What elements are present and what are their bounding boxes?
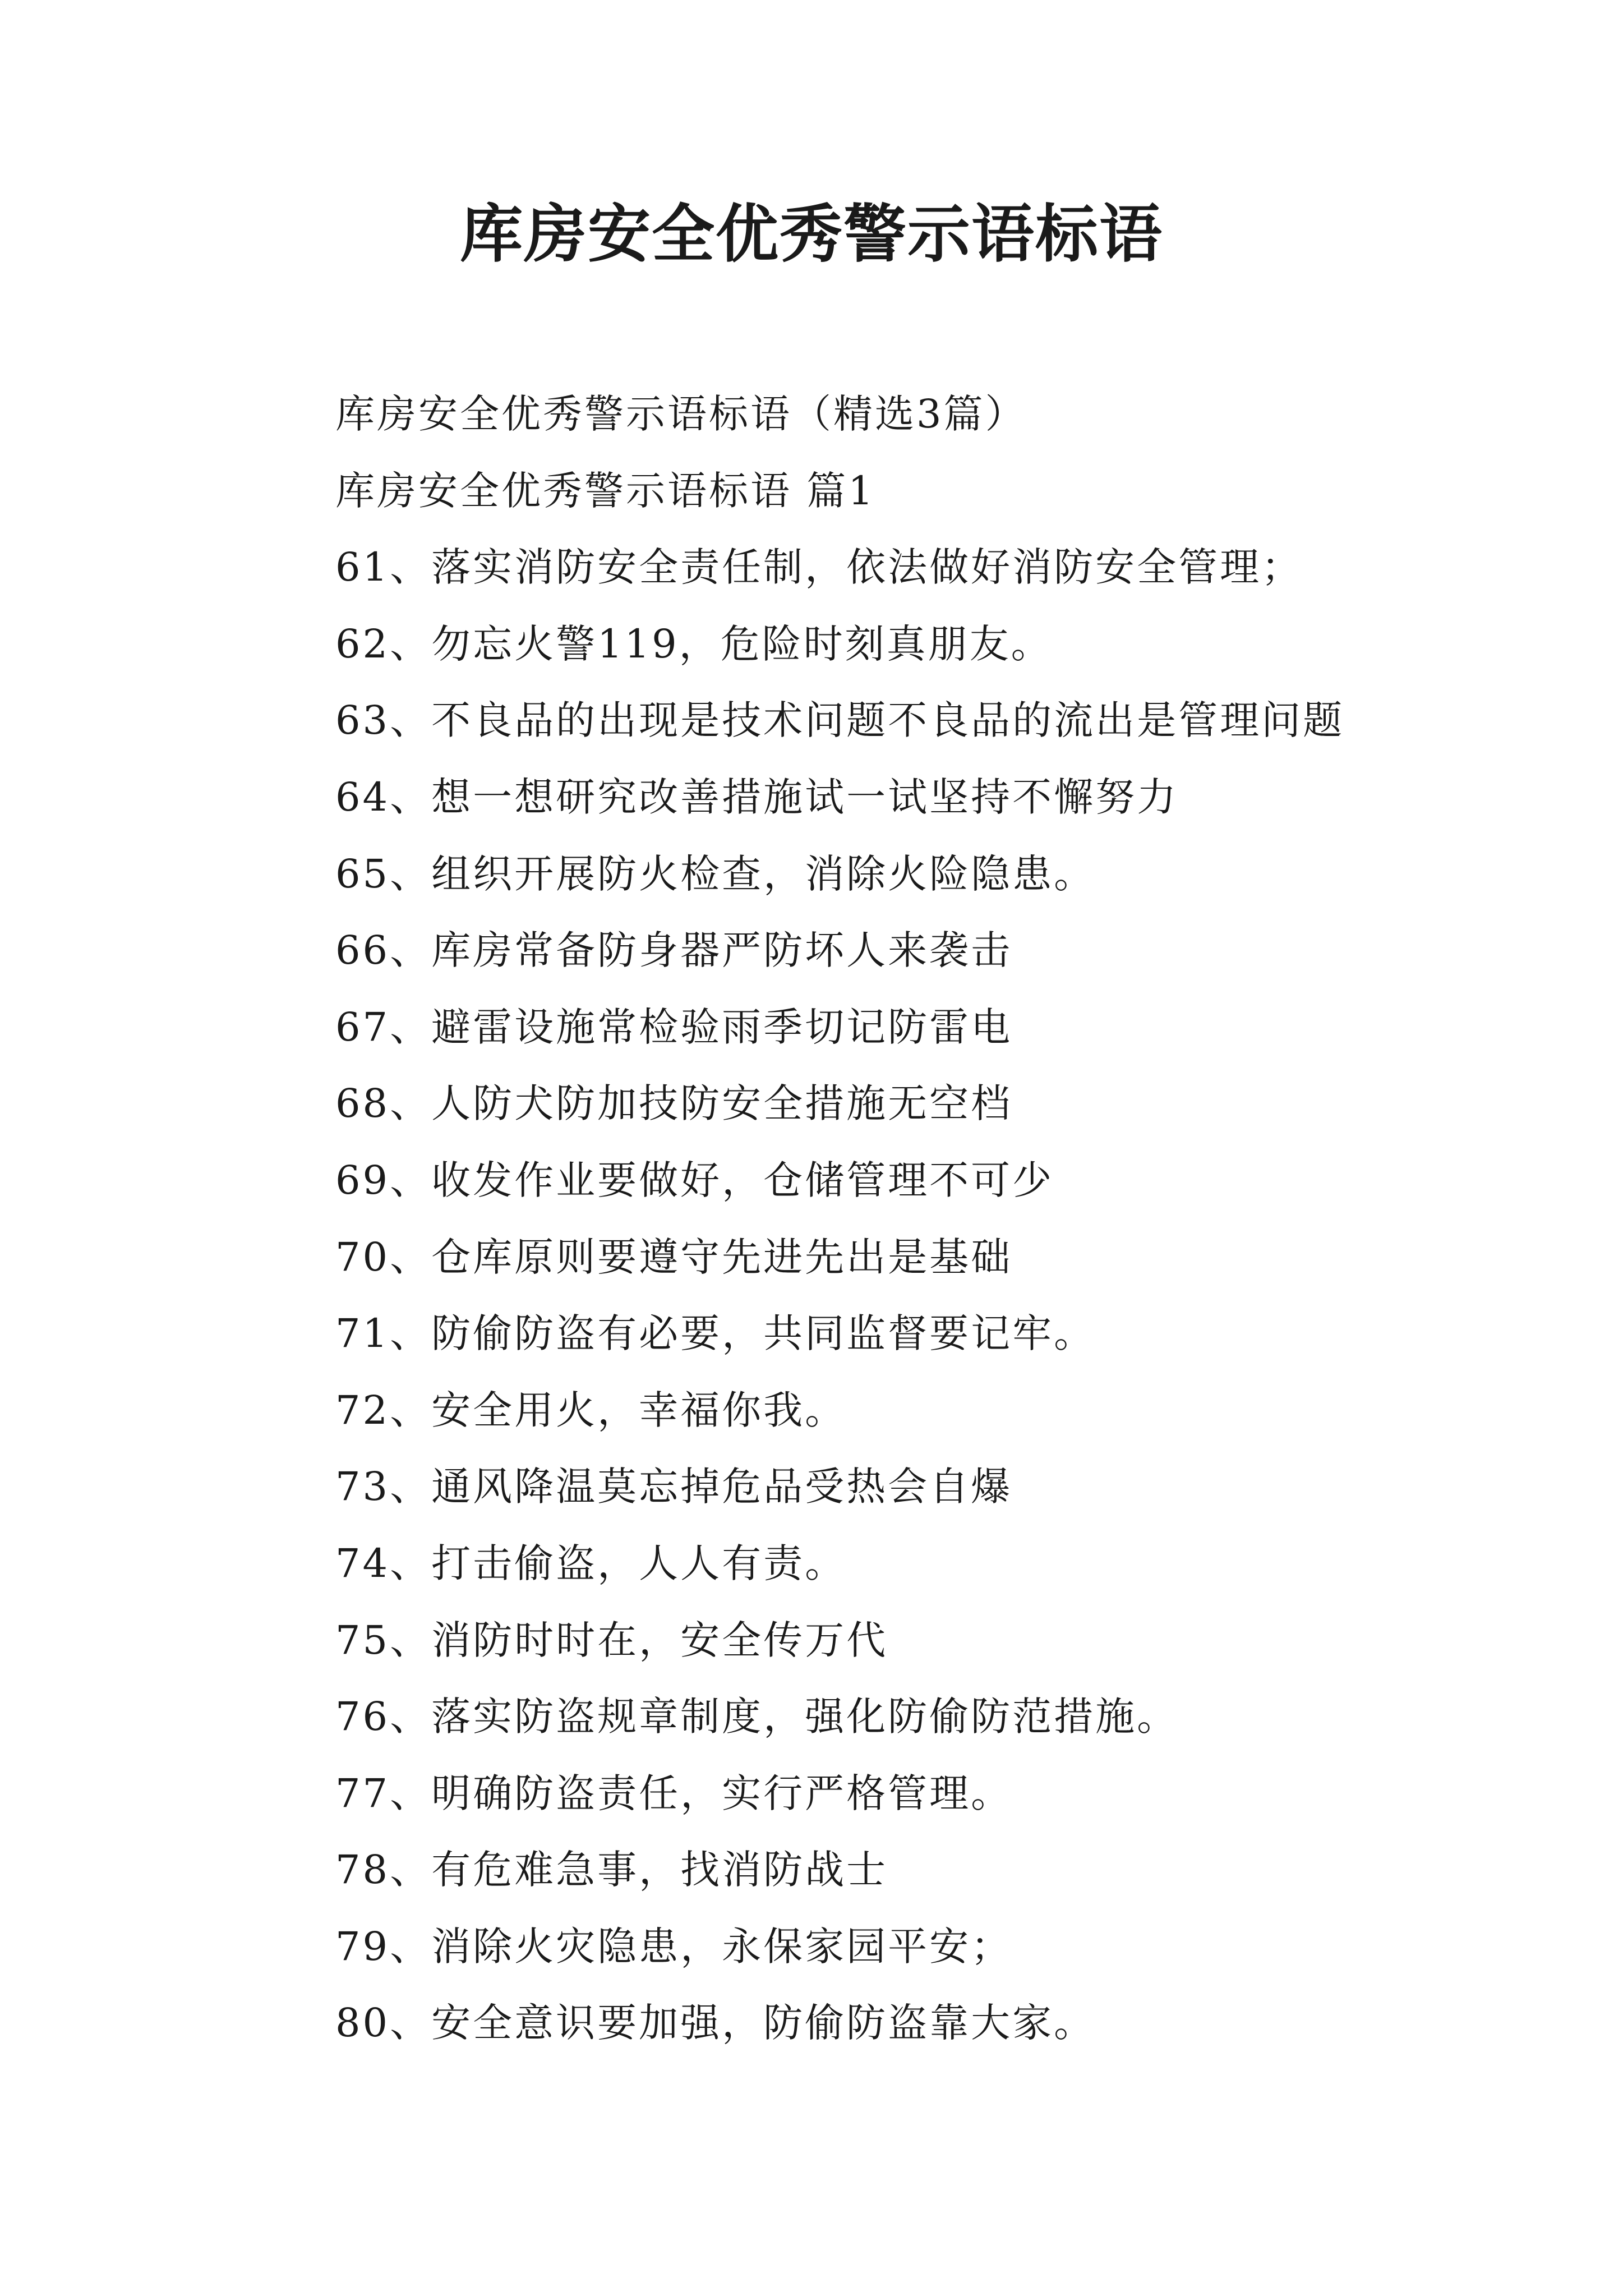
slogan-item: 66、库房常备防身器严防坏人来袭击 xyxy=(335,927,1013,974)
slogan-item: 70、仓库原则要遵守先进先出是基础 xyxy=(335,1234,1013,1280)
slogan-item: 77、明确防盗责任，实行严格管理。 xyxy=(335,1770,1013,1816)
slogan-item: 73、通风降温莫忘掉危品受热会自爆 xyxy=(335,1464,1013,1510)
slogan-item: 71、防偷防盗有必要，共同监督要记牢。 xyxy=(335,1310,1096,1357)
intro-line-1: 库房安全优秀警示语标语（精选3篇） xyxy=(335,391,1027,437)
slogan-list xyxy=(335,529,1457,2062)
slogan-item: 64、想一想研究改善措施试一试坚持不懈努力 xyxy=(335,774,1179,820)
slogan-item: 79、消除火灾隐患，永保家园平安； xyxy=(335,1923,1013,1970)
slogan-item: 74、打击偷盗，人人有责。 xyxy=(335,1540,847,1586)
slogan-item: 63、不良品的出现是技术问题不良品的流出是管理问题 xyxy=(335,697,1345,744)
slogan-item: 62、勿忘火警119，危险时刻真朋友。 xyxy=(335,620,1053,667)
slogan-item: 61、落实消防安全责任制，依法做好消防安全管理； xyxy=(335,544,1303,591)
slogan-item: 80、安全意识要加强，防偷防盗靠大家。 xyxy=(335,2000,1096,2046)
slogan-item: 75、消防时时在，安全传万代 xyxy=(335,1617,888,1663)
slogan-item: 76、落实防盗规章制度，强化防偷防范措施。 xyxy=(335,1694,1179,1740)
slogan-item: 67、避雷设施常检验雨季切记防雷电 xyxy=(335,1004,1013,1050)
intro-line-2: 库房安全优秀警示语标语 篇1 xyxy=(335,467,875,514)
slogan-item: 65、组织开展防火检查，消除火险隐患。 xyxy=(335,850,1096,897)
slogan-item: 69、收发作业要做好，仓储管理不可少 xyxy=(335,1157,1054,1203)
slogan-item: 78、有危难急事，找消防战士 xyxy=(335,1847,888,1893)
slogan-item: 68、人防犬防加技防安全措施无空档 xyxy=(335,1080,1013,1127)
document-body xyxy=(335,376,1457,2062)
document-title: 库房安全优秀警示语标语 xyxy=(460,197,1163,271)
slogan-item: 72、安全用火，幸福你我。 xyxy=(335,1387,847,1433)
